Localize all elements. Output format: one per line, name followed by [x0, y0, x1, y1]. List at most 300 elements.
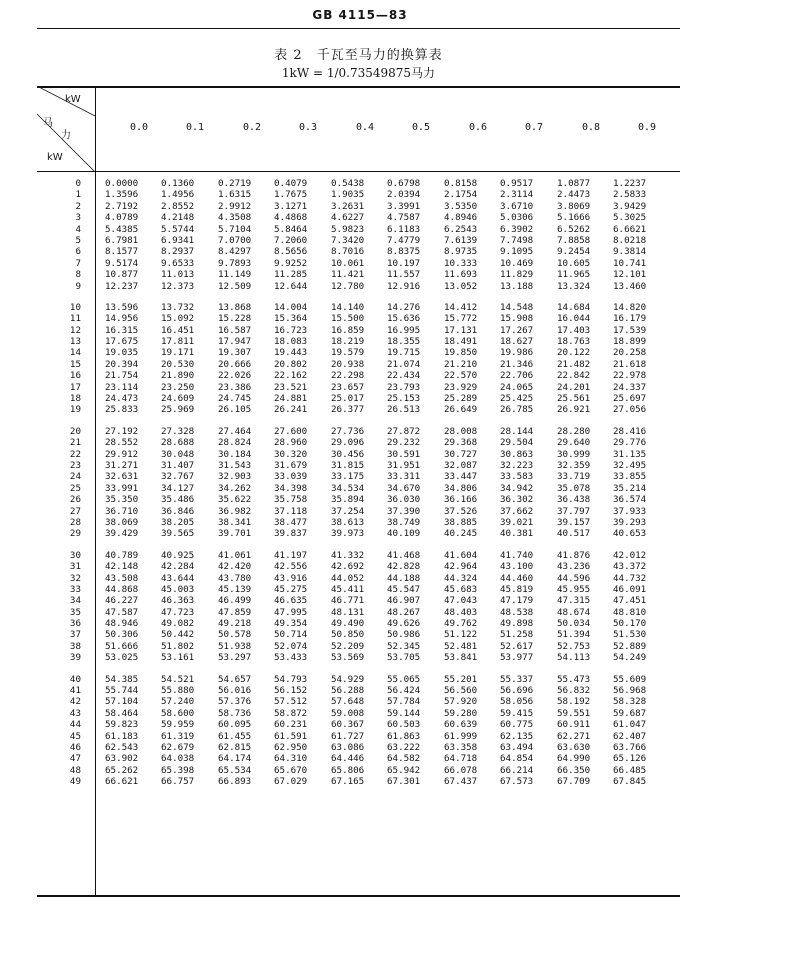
table-cell: 15.636: [387, 313, 421, 325]
table-cell: 53.025: [105, 652, 139, 664]
table-cell: 4.2148: [161, 212, 195, 224]
table-cell: 18.491: [444, 336, 478, 348]
table-cell: 1.9035: [331, 189, 365, 201]
table-cell: 51.122: [444, 629, 478, 641]
table-cell: 44.596: [557, 572, 591, 584]
row-kw-label: 8: [75, 269, 81, 281]
row-kw-label: 46: [69, 741, 81, 753]
table-cell: 67.029: [274, 776, 308, 788]
row-kw-label: 31: [69, 561, 81, 573]
table-row: [37, 629, 680, 640]
table-cell: 29.912: [105, 448, 139, 460]
table-cell: 39.429: [105, 528, 139, 540]
row-kw-label: 45: [69, 730, 81, 742]
table-cell: 23.114: [105, 381, 139, 393]
table-cell: 9.5174: [105, 257, 139, 269]
table-cell: 54.929: [331, 673, 365, 685]
table-cell: 57.240: [161, 696, 195, 708]
table-cell: 43.372: [613, 561, 647, 573]
table-row: [37, 212, 680, 223]
table-cell: 7.6139: [444, 234, 478, 246]
table-cell: 53.161: [161, 652, 195, 664]
table-cell: 0.4079: [274, 178, 308, 189]
table-cell: 22.026: [218, 370, 252, 382]
row-kw-label: 10: [69, 301, 81, 313]
table-cell: 49.082: [161, 618, 195, 630]
table-cell: 15.364: [274, 313, 308, 325]
row-kw-label: 29: [69, 528, 81, 540]
table-cell: 30.591: [387, 448, 421, 460]
table-cell: 49.898: [500, 618, 534, 630]
table-row: [37, 449, 680, 460]
table-cell: 39.157: [557, 516, 591, 528]
table-row: [37, 517, 680, 528]
table-row: [37, 765, 680, 776]
table-row: [37, 246, 680, 257]
table-cell: 18.355: [387, 336, 421, 348]
table-cell: 20.802: [274, 358, 308, 370]
table-cell: 37.390: [387, 505, 421, 517]
table-cell: 59.008: [331, 707, 365, 719]
table-cell: 38.477: [274, 516, 308, 528]
table-cell: 4.6227: [331, 212, 365, 224]
table-cell: 35.078: [557, 482, 591, 494]
row-kw-label: 13: [69, 336, 81, 348]
table-cell: 52.889: [613, 640, 647, 652]
table-cell: 39.565: [161, 528, 195, 540]
table-cell: 3.1271: [274, 200, 308, 212]
table-cell: 51.530: [613, 629, 647, 641]
table-cell: 4.8946: [444, 212, 478, 224]
table-cell: 36.574: [613, 494, 647, 506]
table-cell: 60.911: [557, 719, 591, 731]
table-cell: 51.258: [500, 629, 534, 641]
table-cell: 55.609: [613, 673, 647, 685]
table-cell: 53.705: [387, 652, 421, 664]
row-kw-label: 9: [75, 280, 81, 292]
table-cell: 65.942: [387, 764, 421, 776]
table-cell: 0.1360: [161, 178, 195, 189]
table-cell: 30.727: [444, 448, 478, 460]
table-cell: 38.613: [331, 516, 365, 528]
row-kw-label: 21: [69, 437, 81, 449]
table-cell: 24.337: [613, 381, 647, 393]
table-cell: 36.846: [161, 505, 195, 517]
table-cell: 56.016: [218, 685, 252, 697]
row-kw-label: 28: [69, 516, 81, 528]
table-cell: 64.582: [387, 753, 421, 765]
table-row: [37, 201, 680, 212]
table-cell: 2.5833: [613, 189, 647, 201]
column-header: 0.2: [242, 122, 262, 133]
table-cell: 64.854: [500, 753, 534, 765]
table-cell: 48.946: [105, 618, 139, 630]
table-cell: 36.302: [500, 494, 534, 506]
table-cell: 5.5744: [161, 223, 195, 235]
table-cell: 62.950: [274, 741, 308, 753]
table-cell: 42.148: [105, 561, 139, 573]
table-row: [37, 641, 680, 652]
table-cell: 22.434: [387, 370, 421, 382]
row-kw-label: 18: [69, 393, 81, 405]
table-cell: 14.684: [557, 301, 591, 313]
row-kw-label: 19: [69, 404, 81, 416]
table-cell: 65.670: [274, 764, 308, 776]
table-cell: 16.315: [105, 324, 139, 336]
table-cell: 34.806: [444, 482, 478, 494]
table-cell: 63.494: [500, 741, 534, 753]
table-cell: 33.991: [105, 482, 139, 494]
table-cell: 28.280: [557, 425, 591, 437]
table-row: [37, 652, 680, 663]
table-cell: 67.301: [387, 776, 421, 788]
table-cell: 34.262: [218, 482, 252, 494]
table-cell: 14.548: [500, 301, 534, 313]
table-cell: 25.425: [500, 393, 534, 405]
row-kw-label: 30: [69, 549, 81, 561]
table-cell: 36.030: [387, 494, 421, 506]
table-row: [37, 708, 680, 719]
table-cell: 46.091: [613, 583, 647, 595]
corner-unit-top: kW: [65, 94, 81, 105]
table-cell: 23.657: [331, 381, 365, 393]
table-cell: 3.5350: [444, 200, 478, 212]
table-cell: 54.249: [613, 652, 647, 664]
table-cell: 25.833: [105, 404, 139, 416]
table-row: [37, 347, 680, 358]
table-cell: 31.271: [105, 459, 139, 471]
table-cell: 59.415: [500, 707, 534, 719]
table-cell: 60.639: [444, 719, 478, 731]
table-cell: 28.416: [613, 425, 647, 437]
table-cell: 67.573: [500, 776, 534, 788]
table-cell: 26.785: [500, 404, 534, 416]
table-cell: 48.131: [331, 606, 365, 618]
table-cell: 38.069: [105, 516, 139, 528]
table-cell: 64.990: [557, 753, 591, 765]
table-cell: 29.504: [500, 437, 534, 449]
table-cell: 28.688: [161, 437, 195, 449]
table-cell: 41.604: [444, 549, 478, 561]
table-row: [37, 325, 680, 336]
table-row: [37, 685, 680, 696]
table-cell: 9.2454: [557, 246, 591, 258]
table-cell: 36.166: [444, 494, 478, 506]
table-cell: 32.223: [500, 459, 534, 471]
table-cell: 17.675: [105, 336, 139, 348]
table-cell: 14.004: [274, 301, 308, 313]
table-cell: 33.311: [387, 471, 421, 483]
table-cell: 12.644: [274, 280, 308, 292]
column-header: 0.4: [355, 122, 375, 133]
column-header: 0.6: [468, 122, 488, 133]
table-row: [37, 731, 680, 742]
table-cell: 12.780: [331, 280, 365, 292]
table-cell: 52.753: [557, 640, 591, 652]
table-cell: 8.9735: [444, 246, 478, 258]
column-header: 0.1: [185, 122, 205, 133]
table-cell: 50.170: [613, 618, 647, 630]
table-cell: 37.118: [274, 505, 308, 517]
row-kw-label: 5: [75, 234, 81, 246]
table-cell: 67.845: [613, 776, 647, 788]
table-cell: 47.723: [161, 606, 195, 618]
table-cell: 14.820: [613, 301, 647, 313]
table-cell: 24.201: [557, 381, 591, 393]
table-cell: 65.534: [218, 764, 252, 776]
table-cell: 11.285: [274, 269, 308, 281]
table-cell: 43.916: [274, 572, 308, 584]
table-cell: 45.683: [444, 583, 478, 595]
table-cell: 25.017: [331, 393, 365, 405]
table-cell: 6.2543: [444, 223, 478, 235]
table-cell: 2.9912: [218, 200, 252, 212]
table-cell: 49.626: [387, 618, 421, 630]
table-cell: 40.109: [387, 528, 421, 540]
table-cell: 8.4297: [218, 246, 252, 258]
table-cell: 19.579: [331, 347, 365, 359]
table-cell: 21.754: [105, 370, 139, 382]
table-cell: 39.021: [500, 516, 534, 528]
table-cell: 5.8464: [274, 223, 308, 235]
table-cell: 44.188: [387, 572, 421, 584]
table-cell: 20.938: [331, 358, 365, 370]
table-cell: 11.965: [557, 269, 591, 281]
table-cell: 6.9341: [161, 234, 195, 246]
table-cell: 10.469: [500, 257, 534, 269]
table-cell: 20.666: [218, 358, 252, 370]
table-cell: 16.859: [331, 324, 365, 336]
table-cell: 47.995: [274, 606, 308, 618]
row-kw-label: 24: [69, 471, 81, 483]
row-kw-label: 39: [69, 652, 81, 664]
table-row: [37, 719, 680, 730]
table-cell: 52.481: [444, 640, 478, 652]
table-cell: 1.0877: [557, 178, 591, 189]
table-row: [37, 584, 680, 595]
table-cell: 19.307: [218, 347, 252, 359]
table-cell: 56.288: [331, 685, 365, 697]
table-cell: 19.035: [105, 347, 139, 359]
table-cell: 37.254: [331, 505, 365, 517]
table-cell: 50.578: [218, 629, 252, 641]
table-cell: 58.872: [274, 707, 308, 719]
table-cell: 19.850: [444, 347, 478, 359]
table-cell: 1.3596: [105, 189, 139, 201]
table-row: [37, 313, 680, 324]
table-cell: 31.135: [613, 448, 647, 460]
table-cell: 55.880: [161, 685, 195, 697]
table-cell: 48.674: [557, 606, 591, 618]
table-row: [37, 506, 680, 517]
row-kw-label: 35: [69, 606, 81, 618]
table-cell: 61.591: [274, 730, 308, 742]
table-cell: 44.460: [500, 572, 534, 584]
table-cell: 44.324: [444, 572, 478, 584]
table-cell: 16.995: [387, 324, 421, 336]
table-cell: 37.797: [557, 505, 591, 517]
table-cell: 44.732: [613, 572, 647, 584]
table-cell: 32.631: [105, 471, 139, 483]
table-cell: 60.095: [218, 719, 252, 731]
table-cell: 36.438: [557, 494, 591, 506]
row-kw-label: 40: [69, 673, 81, 685]
corner-side-text-1: 马: [43, 118, 53, 129]
table-cell: 4.7587: [387, 212, 421, 224]
corner-side-text-2: 力: [61, 130, 71, 141]
table-cell: 53.297: [218, 652, 252, 664]
table-cell: 25.969: [161, 404, 195, 416]
table-cell: 4.0789: [105, 212, 139, 224]
row-kw-label: 47: [69, 753, 81, 765]
table-cell: 52.345: [387, 640, 421, 652]
standard-code: GB 4115—83: [312, 8, 408, 22]
table-cell: 20.530: [161, 358, 195, 370]
table-cell: 14.956: [105, 313, 139, 325]
row-kw-label: 3: [75, 212, 81, 224]
row-kw-label: 6: [75, 246, 81, 258]
table-cell: 60.775: [500, 719, 534, 731]
row-kw-label: 0: [75, 178, 81, 189]
table-cell: 4.4868: [274, 212, 308, 224]
table-cell: 40.653: [613, 528, 647, 540]
table-cell: 62.271: [557, 730, 591, 742]
table-cell: 21.890: [161, 370, 195, 382]
table-cell: 41.740: [500, 549, 534, 561]
table-cell: 20.122: [557, 347, 591, 359]
column-header-row: [95, 122, 680, 138]
table-cell: 27.192: [105, 425, 139, 437]
row-kw-label: 44: [69, 719, 81, 731]
table-cell: 19.986: [500, 347, 534, 359]
table-cell: 56.832: [557, 685, 591, 697]
table-cell: 25.289: [444, 393, 478, 405]
table-cell: 57.648: [331, 696, 365, 708]
table-cell: 56.560: [444, 685, 478, 697]
table-cell: 58.192: [557, 696, 591, 708]
table-cell: 35.214: [613, 482, 647, 494]
table-cell: 51.938: [218, 640, 252, 652]
row-kw-label: 4: [75, 223, 81, 235]
table-cell: 39.837: [274, 528, 308, 540]
row-kw-label: 1: [75, 189, 81, 201]
table-cell: 5.7104: [218, 223, 252, 235]
table-cell: 18.763: [557, 336, 591, 348]
table-cell: 52.074: [274, 640, 308, 652]
table-cell: 26.105: [218, 404, 252, 416]
table-cell: 45.547: [387, 583, 421, 595]
table-cell: 42.828: [387, 561, 421, 573]
table-row: [37, 393, 680, 404]
table-cell: 29.232: [387, 437, 421, 449]
table-cell: 10.061: [331, 257, 365, 269]
table-cell: 32.087: [444, 459, 478, 471]
table-cell: 53.841: [444, 652, 478, 664]
table-row: [37, 528, 680, 539]
table-cell: 14.412: [444, 301, 478, 313]
table-cell: 27.872: [387, 425, 421, 437]
table-cell: 24.609: [161, 393, 195, 405]
table-cell: 63.766: [613, 741, 647, 753]
table-cell: 46.499: [218, 595, 252, 607]
table-cell: 43.644: [161, 572, 195, 584]
table-cell: 54.113: [557, 652, 591, 664]
row-kw-label: 27: [69, 505, 81, 517]
table-row: [37, 235, 680, 246]
table-cell: 66.757: [161, 776, 195, 788]
table-row: [37, 483, 680, 494]
table-cell: 0.8158: [444, 178, 478, 189]
table-cell: 48.267: [387, 606, 421, 618]
table-cell: 3.9429: [613, 200, 647, 212]
table-cell: 26.241: [274, 404, 308, 416]
table-row: [37, 674, 680, 685]
table-cell: 46.635: [274, 595, 308, 607]
table-cell: 42.964: [444, 561, 478, 573]
table-cell: 59.280: [444, 707, 478, 719]
table-row: [37, 776, 680, 787]
table-cell: 5.0306: [500, 212, 534, 224]
row-kw-label: 23: [69, 459, 81, 471]
table-row: [37, 494, 680, 505]
table-cell: 43.780: [218, 572, 252, 584]
table-cell: 5.9823: [331, 223, 365, 235]
table-cell: 22.842: [557, 370, 591, 382]
table-cell: 28.144: [500, 425, 534, 437]
table-row: [37, 460, 680, 471]
table-cell: 48.810: [613, 606, 647, 618]
table-cell: 9.6533: [161, 257, 195, 269]
table-cell: 64.718: [444, 753, 478, 765]
table-cell: 0.2719: [218, 178, 252, 189]
table-cell: 64.174: [218, 753, 252, 765]
table-cell: 6.3902: [500, 223, 534, 235]
row-kw-label: 34: [69, 595, 81, 607]
table-cell: 34.670: [387, 482, 421, 494]
table-cell: 8.1577: [105, 246, 139, 258]
row-kw-label: 42: [69, 696, 81, 708]
table-cell: 47.315: [557, 595, 591, 607]
row-kw-label: 7: [75, 257, 81, 269]
table-cell: 12.373: [161, 280, 195, 292]
table-cell: 65.126: [613, 753, 647, 765]
table-row: [37, 561, 680, 572]
table-cell: 33.583: [500, 471, 534, 483]
table-cell: 3.3991: [387, 200, 421, 212]
table-cell: 51.666: [105, 640, 139, 652]
table-cell: 30.863: [500, 448, 534, 460]
table-cell: 41.876: [557, 549, 591, 561]
table-cell: 59.959: [161, 719, 195, 731]
table-cell: 34.942: [500, 482, 534, 494]
table-cell: 31.543: [218, 459, 252, 471]
table-cell: 61.863: [387, 730, 421, 742]
row-kw-label: 20: [69, 425, 81, 437]
table-cell: 32.767: [161, 471, 195, 483]
table-cell: 40.925: [161, 549, 195, 561]
table-cell: 6.1183: [387, 223, 421, 235]
table-cell: 49.762: [444, 618, 478, 630]
table-cell: 66.621: [105, 776, 139, 788]
table-cell: 45.955: [557, 583, 591, 595]
column-header: 0.5: [411, 122, 431, 133]
row-kw-label: 11: [69, 313, 81, 325]
row-group: [37, 550, 680, 664]
table-cell: 58.736: [218, 707, 252, 719]
table-cell: 56.696: [500, 685, 534, 697]
table-cell: 40.381: [500, 528, 534, 540]
table-cell: 59.551: [557, 707, 591, 719]
